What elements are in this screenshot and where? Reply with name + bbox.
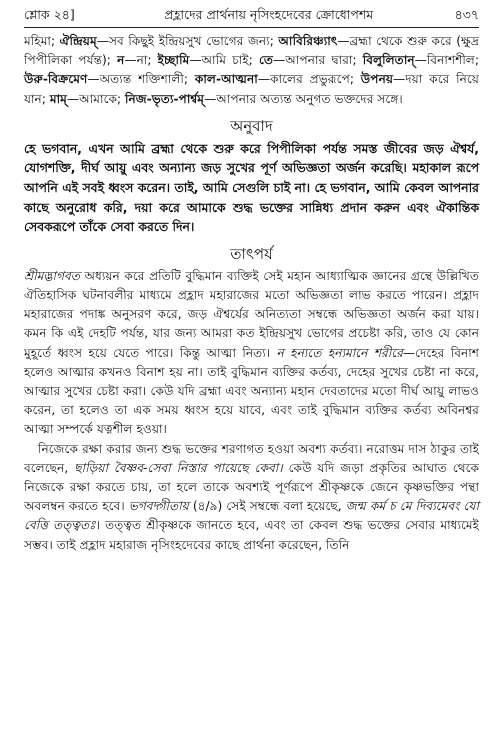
synonyms-run: মহিমা; — [24, 34, 60, 48]
purport_p2-run: নিজেকে রক্ষা করার জন্য শুদ্ধ ভক্তের শরণাগত হওয়া অবশ্য কর্তব্য। নরোত্তম দাস ঠাকুর তাই বলেছেন, — [24, 441, 479, 475]
synonyms-run: —আপনার দ্বারা; — [273, 53, 363, 68]
purport_p2-run: (৪/৯) সেই সম্বন্ধে বলা হয়েছে, — [188, 499, 346, 514]
purport_p2-run: কেউ যদি জড়া প্রকৃতির আঘাত থেকে নিজেকে রক্ষা করতে চায়, তা হলে তাকে অবশ্যই পূর্ণরূপে শ্রীকৃষ্ণকে জেনে কৃষ্ণভক্তির পন্থা অবলম্বন করতে হবে। — [24, 460, 480, 514]
synonyms-run: আবিরিঞ্চ্যাৎ — [278, 34, 338, 48]
purport-paragraph-2 — [24, 440, 479, 555]
purport_p1-run: শ্রীমদ্ভাগবত — [24, 268, 80, 283]
purport_p2-run: । তত্ত্বত শ্রীকৃষ্ণকে জানতে হবে, এবং তা কেবল শুদ্ধ ভক্তের সেবার মাধ্যমেই সম্ভব। তাই প্রহ্লাদ মহারাজ নৃসিংহদেবের কাছে প্রার্থনা করেছেন, তিনি — [24, 518, 479, 552]
synonyms-run: —কালের প্রভুরূপে; — [257, 72, 361, 87]
synonyms-run: উরু-বিক্রমেণ — [24, 72, 88, 87]
translation-paragraph: হে ভগবান, এখন আমি ব্রহ্মা থেকে শুরু করে পিপীলিকা পর্যন্ত সমস্ত জীবের জড় ঐশ্বর্য, যোগশক্তি, দীর্ঘ আয়ু এবং অন্যান্য জড় সুখের পূর্ণ অভিজ্ঞতা অর্জন করেছি। মহাকাল রূপে আপনি এই সবই ধ্বংস করেন। তাই, আমি সেগুলি চাই না। হে ভগবান, আমি কেবল আপনার কাছে অনুরোধ করি, দয়া করে আমাকে শুদ্ধ ভক্তের সান্নিধ্য প্রদান করুন এবং ঐকান্তিক সেবকরূপে তাঁকে সেবা করতে দিন। — [24, 140, 479, 235]
synonyms-run: বিলুলিতান্ — [362, 53, 415, 68]
purport-paragraph-1 — [24, 267, 479, 440]
purport_p2-run: ভগবদ্গীতায় — [128, 499, 189, 514]
synonyms-run: ঐন্দ্রিয়ম্ — [59, 34, 97, 48]
synonyms-run: —বিনাশশীল; — [414, 53, 479, 68]
synonyms-run: ন — [117, 53, 125, 68]
synonyms-run: নিজ-ভৃত্য-পার্শ্বম্ — [125, 91, 205, 106]
synonyms-run: —আমাকে; — [66, 91, 125, 106]
synonyms-paragraph — [24, 32, 479, 109]
purport_p1-run: ন হন্যতে হন্যমানে শরীরে — [276, 345, 403, 360]
page-number: ৪৩৭ — [454, 7, 479, 22]
synonyms-run: ইচ্ছামি — [157, 53, 190, 68]
running-header — [24, 6, 479, 28]
synonyms-run: —ব্রহ্মা থেকে শুরু করে (ক্ষুদ্র পিপীলিকা পর্যন্ত); — [24, 34, 479, 68]
synonyms-run: মাম্ — [49, 91, 67, 106]
chapter-title: প্রহ্লাদের প্রার্থনায় নৃসিংহদেবের ক্রোধোপশম — [164, 7, 374, 22]
synonyms-run: তে — [258, 53, 274, 68]
synonyms-run: —অত্যন্ত শক্তিশালী; — [87, 72, 195, 87]
synonyms-run: —আপনার অত্যন্ত অনুগত ভক্তদের সঙ্গে। — [204, 91, 403, 106]
synonyms-run: উপনয় — [360, 72, 394, 87]
purport_p2-run: ছাড়িয়া বৈষ্ণব-সেবা নিস্তার পায়েছে কেবা। — [74, 460, 283, 475]
synonyms-run: কাল-আত্মনা — [194, 72, 258, 87]
purport_p1-run: অধ্যয়ন করে প্রতিটি বুদ্ধিমান ব্যক্তিই সেই মহান আধ্যাত্মিক জ্ঞানের গ্রন্থে উল্লিখিত ঐতিহাসিক ঘটনাবলীর মাধ্যমে প্রহ্লাদ মহারাজের মতো অভিজ্ঞতা লাভ করতে পারেন। প্রহ্লাদ মহারাজের পদাঙ্ক অনুসরণ করে, জড় ঐশ্বর্যের অনিত্যতা সম্বন্ধে অভিজ্ঞতা অর্জন করা যায়। কমন কি এই দেহটি পর্যন্ত, যার জন্য আমরা কত ইন্দ্রিয়সুখ ভোগের প্রচেষ্টা করি, তাও যে কোন মুহূর্তে ধ্বংস হয়ে যেতে পারে। কিন্তু আত্মা নিত্য। — [24, 268, 479, 360]
purport-heading: তাৎপর্য — [230, 244, 273, 263]
translation-heading: অনুবাদ — [230, 116, 273, 135]
synonyms-run: —দয়া করে নিয়ে যান; — [24, 72, 479, 106]
synonyms-run: —সব কিছুই ইন্দ্রিয়সুখ ভোগের জন্য; — [96, 34, 279, 48]
synonyms-run: —না; — [124, 53, 158, 68]
verse-reference: শ্লোক ২৪] — [24, 7, 75, 22]
purport_p1-run: —দেহের বিনাশ হলেও আত্মার কখনও বিনাশ হয় না। তাই বুদ্ধিমান ব্যক্তির কর্তব্য, দেহের সুখের চেষ্টা না করে, আত্মার সুখের চেষ্টা করা। কেউ যদি ব্রহ্মা এবং অন্যান্য মহান দেবতাদের মতো দীর্ঘ আয়ু লাভও করেন, তা হলেও তা এক সময় ধ্বংস হয়ে যাবে, এবং তাই বুদ্ধিমান ব্যক্তির কর্তব্য অবিনশ্বর আত্মা সম্পর্কে যত্নশীল হওয়া। — [24, 345, 479, 437]
purport_p2-run: জন্ম কর্ম চ মে দিব্যমেবং যো বেত্তি তত্ত্বতঃ — [24, 499, 479, 533]
synonyms-run: —আমি চাই; — [189, 53, 259, 68]
